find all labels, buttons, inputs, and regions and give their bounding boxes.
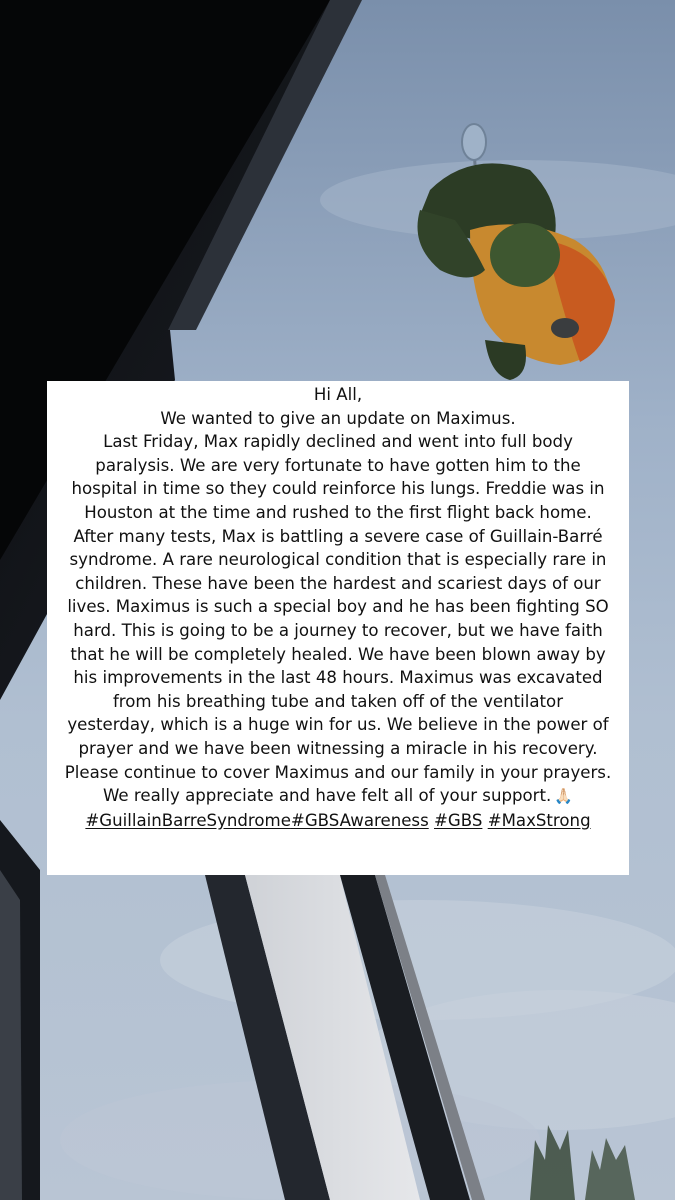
hashtag-guillain-barre-syndrome[interactable]: #GuillainBarreSyndrome bbox=[85, 810, 291, 830]
caption-line: paralysis. We are very fortunate to have gotten him to the bbox=[95, 455, 581, 475]
caption-line: Hi All, bbox=[313, 385, 363, 404]
caption-line: his improvements in the last 48 hours. Maximus was excavated bbox=[73, 668, 603, 688]
caption-line: children. These have been the hardest and scariest days of our bbox=[75, 573, 601, 593]
caption-line: We wanted to give an update on Maximus. bbox=[160, 408, 516, 428]
caption-line: Please continue to cover Maximus and our family in your prayers. bbox=[64, 762, 612, 782]
caption-line: that he will be completely healed. We have been blown away by bbox=[70, 644, 606, 664]
caption-final-text: We really appreciate and have felt all of your support. bbox=[103, 786, 552, 806]
hashtag-gbs[interactable]: #GBS bbox=[434, 810, 483, 830]
hashtag-gbs-awareness[interactable]: #GBSAwareness bbox=[290, 810, 429, 830]
hashtag-row bbox=[51, 809, 625, 833]
caption-line: hospital in time so they could reinforce his lungs. Freddie was in bbox=[71, 479, 605, 499]
folded-hands-icon: 🙏🏻 bbox=[554, 787, 573, 806]
caption-line: After many tests, Max is battling a severe case of Guillain-Barré bbox=[73, 526, 603, 546]
caption-line: yesterday, which is a huge win for us. We believe in the power of bbox=[67, 715, 609, 735]
caption-line: lives. Maximus is such a special boy and he has been fighting SO bbox=[67, 597, 609, 617]
caption-line: syndrome. A rare neurological condition that is especially rare in bbox=[69, 550, 607, 570]
caption-line: Last Friday, Max rapidly declined and went into full body bbox=[103, 432, 573, 452]
caption-line: Houston at the time and rushed to the first flight back home. bbox=[84, 502, 592, 522]
hashtag-max-strong[interactable]: #MaxStrong bbox=[487, 810, 591, 830]
caption-line: from his breathing tube and taken off of the ventilator bbox=[112, 691, 564, 711]
caption-line: hard. This is going to be a journey to recover, but we have faith bbox=[73, 620, 603, 640]
caption-line: prayer and we have been witnessing a miracle in his recovery. bbox=[78, 738, 598, 758]
story-caption-card bbox=[47, 381, 629, 875]
caption-final-line bbox=[51, 784, 625, 809]
